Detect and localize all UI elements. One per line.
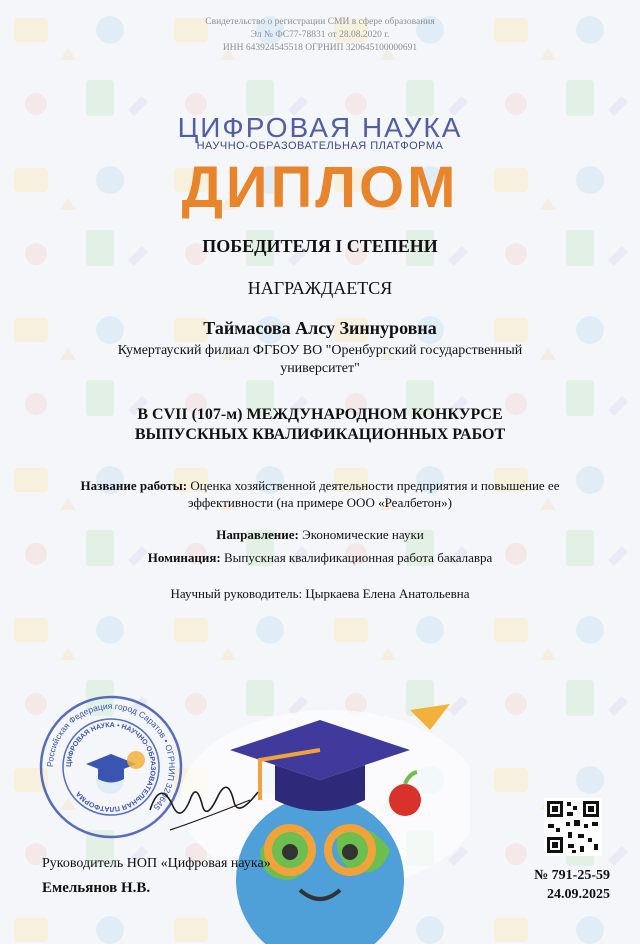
signatory-name: Емельянов Н.В.	[42, 880, 151, 896]
nomination-label: Номинация:	[147, 550, 221, 565]
work-label: Название работы:	[80, 478, 188, 493]
registration-line-2: Эл № ФС77-78831 от 28.08.2020 г.	[250, 30, 390, 40]
recipient-organization: Кумертауский филиал ФГБОУ ВО "Оренбургский государственный университет"	[117, 343, 523, 376]
work-title-block	[0, 477, 640, 511]
signatory	[42, 856, 271, 897]
document-number: № 791-25-59	[534, 868, 610, 883]
work-title: Оценка хозяйственной деятельности предприятия и повышение ее эффективности (на примере ООО «Реалбетон»)	[188, 478, 560, 510]
degree-title: ПОБЕДИТЕЛЯ I СТЕПЕНИ	[202, 236, 438, 256]
signatory-title: Руководитель НОП «Цифровая наука»	[42, 856, 271, 871]
direction-block	[0, 527, 640, 543]
signature	[140, 770, 270, 850]
awarded-label: НАГРАЖДАЕТСЯ	[247, 278, 393, 298]
registration-info	[0, 16, 640, 55]
recipient-name: Таймасова Алсу Зиннуровна	[203, 318, 437, 338]
nomination-block	[0, 550, 640, 566]
brand-tagline: НАУЧНО-ОБРАЗОВАТЕЛЬНАЯ ПЛАТФОРМА	[196, 140, 444, 152]
qr-code[interactable]	[544, 798, 602, 856]
registration-line-1: Свидетельство о регистрации СМИ в сфере образования	[205, 17, 435, 27]
contest-line-2: ВЫПУСКНЫХ КВАЛИФИКАЦИОННЫХ РАБОТ	[134, 426, 506, 443]
brand-name: ЦИФРОВАЯ НАУКА	[177, 112, 463, 143]
document-meta	[534, 866, 610, 904]
stamp-inner-text: ЦИФРОВАЯ НАУКА • НАУЧНО-ОБРАЗОВАТЕЛЬНАЯ ПЛАТФОРМА	[65, 721, 157, 813]
direction-label: Направление:	[216, 527, 299, 542]
document-date: 24.09.2025	[547, 887, 610, 902]
contest-title	[0, 405, 640, 445]
contest-line-1: В CVII (107-м) МЕЖДУНАРОДНОМ КОНКУРСЕ	[137, 406, 503, 423]
nomination-value: Выпускная квалификационная работа бакалавра	[224, 550, 493, 565]
direction-value: Экономические науки	[302, 527, 424, 542]
supervisor: Научный руководитель: Цыркаева Елена Анатольевна	[170, 586, 470, 601]
stamp-ring-text: Российская Федерация город Саратов • ОГРНИП 320645	[44, 700, 178, 813]
diploma-title: ДИПЛОМ	[181, 155, 459, 220]
registration-line-3: ИНН 643924545518 ОГРНИП 320645100000691	[222, 43, 418, 53]
